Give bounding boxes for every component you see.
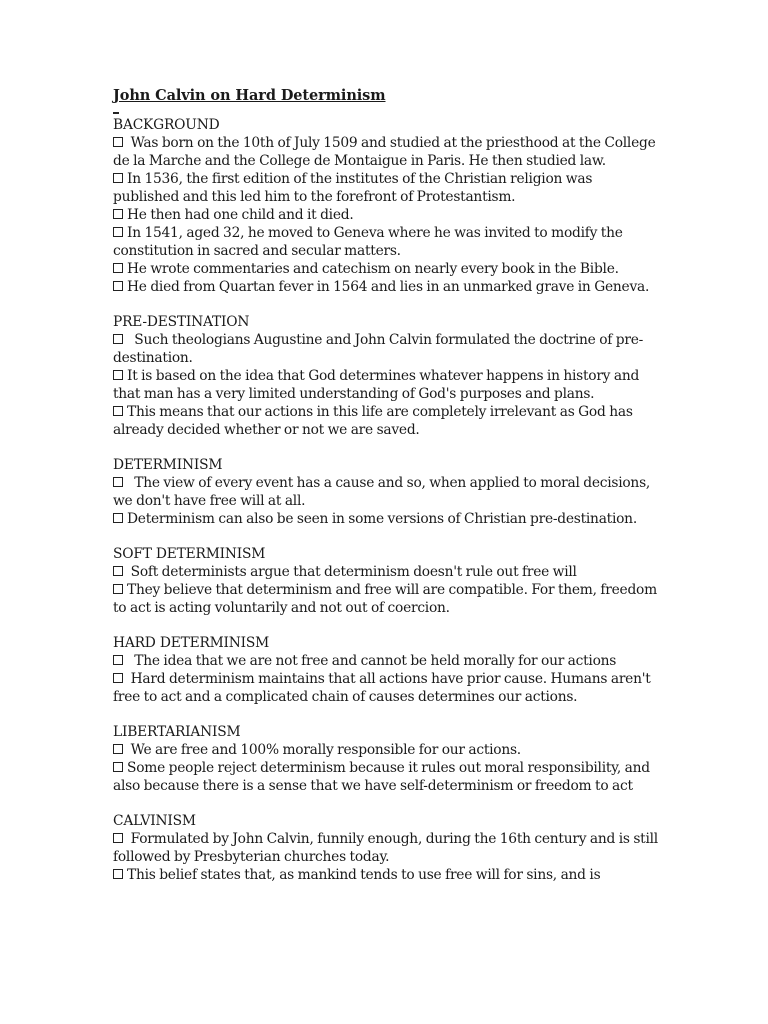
- section-background: [113, 116, 658, 296]
- checkbox-icon: [113, 673, 123, 683]
- section-libertarianism: [113, 723, 658, 795]
- list-item: They believe that determinism and free will are compatible. For them, freedom to act is acting voluntarily and not out of coercion.: [113, 582, 657, 616]
- checkbox-icon: [113, 744, 123, 754]
- document-title: John Calvin on Hard Determinism: [113, 87, 386, 104]
- checkbox-icon: [113, 281, 123, 291]
- section-heading: SOFT DETERMINISM: [113, 546, 266, 562]
- list-item: Such theologians Augustine and John Calvin formulated the doctrine of pre-destination.: [113, 332, 644, 366]
- checkbox-icon: [113, 370, 123, 380]
- checkbox-icon: [113, 137, 123, 147]
- checkbox-icon: [113, 584, 123, 594]
- section-hard-determinism: [113, 634, 658, 706]
- section-heading: BACKGROUND: [113, 116, 658, 134]
- list-item: He died from Quartan fever in 1564 and lies in an unmarked grave in Geneva.: [113, 278, 658, 296]
- stray-mark: [113, 112, 119, 114]
- section-heading: HARD DETERMINISM: [113, 635, 270, 651]
- list-item: Soft determinists argue that determinism doesn't rule out free will: [113, 563, 658, 581]
- checkbox-icon: [113, 209, 123, 219]
- list-item: The idea that we are not free and cannot be held morally for our actions: [113, 652, 658, 670]
- list-item: In 1536, the first edition of the institutes of the Christian religion was published and this led him to the forefront of Protestantism.: [113, 171, 593, 205]
- section-determinism: [113, 456, 658, 528]
- checkbox-icon: [113, 762, 123, 772]
- list-item: Some people reject determinism because it rules out moral responsibility, and also because there is a sense that we have self-determinism or freedom to act: [113, 760, 650, 794]
- section-heading: DETERMINISM: [113, 457, 223, 473]
- list-item: Was born on the 10th of July 1509 and studied at the priesthood at the College de la Marche and the College de Montaigue in Paris. He then studied law.: [113, 135, 656, 169]
- checkbox-icon: [113, 655, 123, 665]
- checkbox-icon: [113, 334, 123, 344]
- list-item: In 1541, aged 32, he moved to Geneva where he was invited to modify the constitution in sacred and secular matters.: [113, 225, 623, 259]
- section-heading: CALVINISM: [113, 813, 196, 829]
- list-item: He wrote commentaries and catechism on nearly every book in the Bible.: [113, 260, 658, 278]
- list-item: This belief states that, as mankind tends to use free will for sins, and is: [113, 866, 658, 884]
- section-soft-determinism: [113, 545, 658, 617]
- section-heading: LIBERTARIANISM: [113, 724, 241, 740]
- checkbox-icon: [113, 227, 123, 237]
- checkbox-icon: [113, 173, 123, 183]
- list-item: It is based on the idea that God determines whatever happens in history and that man has a very limited understanding of God's purposes and plans.: [113, 368, 640, 402]
- section-heading: PRE-DESTINATION: [113, 314, 250, 330]
- section-calvinism: [113, 812, 658, 884]
- checkbox-icon: [113, 513, 123, 523]
- list-item: The view of every event has a cause and so, when applied to moral decisions, we don't have free will at all.: [113, 475, 651, 509]
- list-item: Hard determinism maintains that all actions have prior cause. Humans aren't free to act and a complicated chain of causes determines our actions.: [113, 671, 651, 705]
- list-item: He then had one child and it died.: [113, 206, 658, 224]
- list-item: This means that our actions in this life are completely irrelevant as God has already decided whether or not we are saved.: [113, 404, 633, 438]
- checkbox-icon: [113, 263, 123, 273]
- section-pre-destination: [113, 313, 658, 439]
- checkbox-icon: [113, 566, 123, 576]
- checkbox-icon: [113, 869, 123, 879]
- list-item: Determinism can also be seen in some versions of Christian pre-destination.: [113, 510, 658, 528]
- checkbox-icon: [113, 833, 123, 843]
- list-item: Formulated by John Calvin, funnily enough, during the 16th century and is still followed by Presbyterian churches today.: [113, 831, 658, 865]
- list-item: We are free and 100% morally responsible for our actions.: [113, 741, 658, 759]
- checkbox-icon: [113, 406, 123, 416]
- checkbox-icon: [113, 477, 123, 487]
- document-page: [113, 86, 658, 901]
